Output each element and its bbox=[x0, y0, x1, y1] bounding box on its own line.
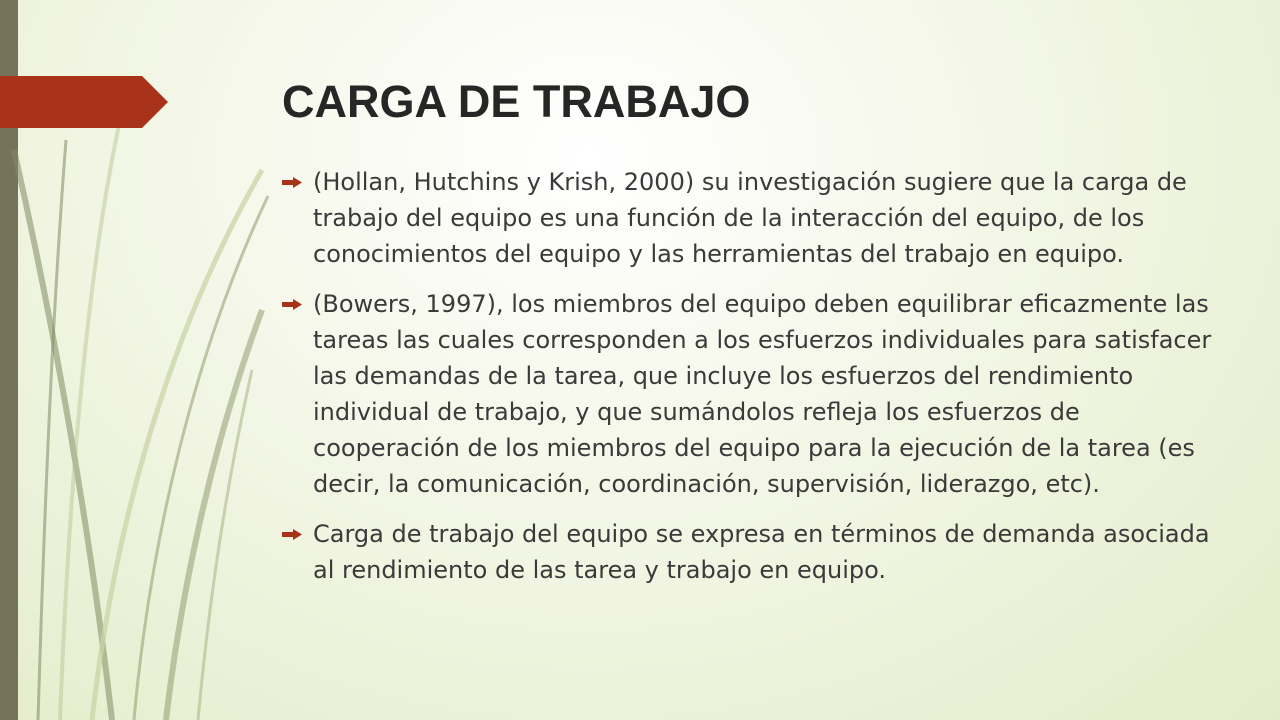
bullet-list bbox=[282, 164, 1212, 602]
arrow-bullet-icon bbox=[282, 177, 302, 188]
bullet-text: (Hollan, Hutchins y Krish, 2000) su investigación sugiere que la carga de trabajo del equipo es una función de la interacción del equipo, de los conocimientos del equipo y las herramientas del trabajo en equipo. bbox=[313, 168, 1187, 268]
bullet-item bbox=[282, 286, 1212, 502]
arrow-bullet-icon bbox=[282, 299, 302, 310]
bullet-item bbox=[282, 164, 1212, 272]
title-accent-bar bbox=[0, 76, 168, 128]
bullet-item bbox=[282, 516, 1212, 588]
bullet-text: Carga de trabajo del equipo se expresa en términos de demanda asociada al rendimiento de las tarea y trabajo en equipo. bbox=[313, 520, 1210, 584]
bullet-text: (Bowers, 1997), los miembros del equipo deben equilibrar eficazmente las tareas las cuales corresponden a los esfuerzos individuales para satisfacer las demandas de la tarea, que incluye los esfuerzos del rendimiento individual de trabajo, y que sumándolos refleja los esfuerzos de cooperación de los miembros del equipo para la ejecución de la tarea (es decir, la comunicación, coordinación, supervisión, liderazgo, etc). bbox=[313, 290, 1212, 498]
slide-title: CARGA DE TRABAJO bbox=[282, 76, 751, 127]
arrow-bullet-icon bbox=[282, 529, 302, 540]
